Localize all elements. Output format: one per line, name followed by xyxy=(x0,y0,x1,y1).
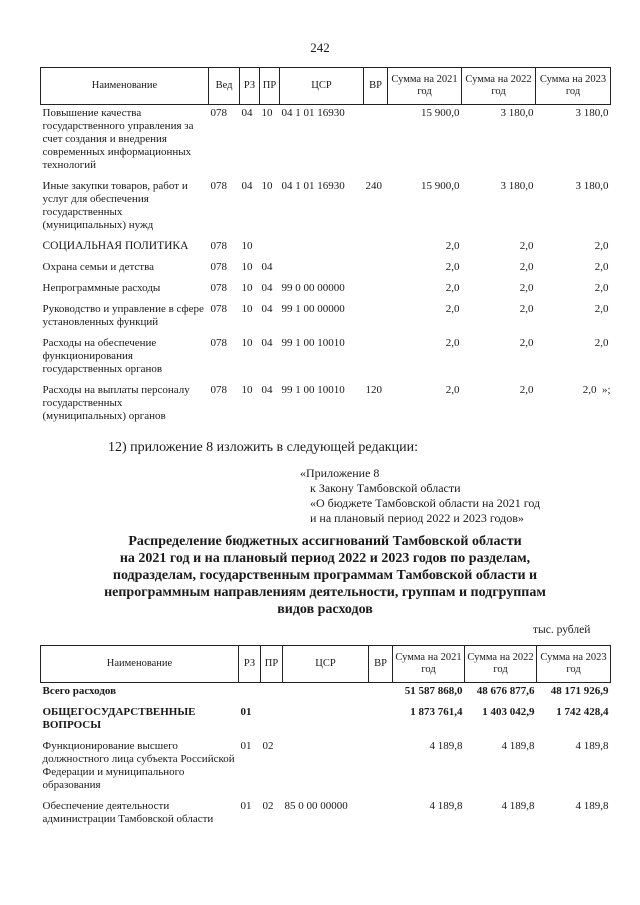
row-name: Всего расходов xyxy=(42,685,117,697)
row-vr xyxy=(369,704,393,738)
row-sum-2021: 51 587 868,0 xyxy=(404,685,463,697)
row-vr xyxy=(364,105,388,179)
row-pr: 02 xyxy=(262,800,274,812)
row-name: Повышение качества государственного управления за счет создания и внедрения современных информационных технологий xyxy=(42,107,194,171)
row-vr xyxy=(369,798,393,832)
col-header-rz: РЗ xyxy=(239,646,261,683)
row-pr: 04 xyxy=(261,337,273,349)
row-name: Функционирование высшего должностного лица субъекта Российской Федерации и муниципального образования xyxy=(42,740,235,791)
title-line: непрограммным направлениям деятельности, группам и подгруппам xyxy=(104,585,546,600)
table-row xyxy=(41,105,611,179)
annex-line-4: и на плановый период 2022 и 2023 годов» xyxy=(310,511,524,525)
row-ved: 078 xyxy=(210,303,227,315)
annex-line-2: к Закону Тамбовской области xyxy=(310,481,461,495)
row-sum-2021: 2,0 xyxy=(445,240,460,252)
row-csr: 04 1 01 16930 xyxy=(281,107,345,119)
title-line: видов расходов xyxy=(277,602,373,617)
row-vr: 240 xyxy=(365,180,382,192)
col-header-rz: РЗ xyxy=(240,68,260,105)
row-sum-2023: 1 742 428,4 xyxy=(556,706,609,718)
col-header-pr: ПР xyxy=(261,646,283,683)
row-name: Обеспечение деятельности администрации Тамбовской области xyxy=(42,800,214,825)
row-csr: 99 0 00 00000 xyxy=(281,282,345,294)
closing-quote: »; xyxy=(601,384,611,396)
row-rz: 01 xyxy=(240,800,252,812)
annex-line-3: «О бюджете Тамбовской области на 2021 год xyxy=(310,496,541,510)
table-row xyxy=(41,798,611,832)
row-sum-2023: 2,0 xyxy=(594,337,609,349)
table-row xyxy=(41,738,611,798)
row-pr: 04 xyxy=(261,384,273,396)
row-vr xyxy=(364,238,388,259)
col-header-sum-2023: Сумма на 2023 год xyxy=(536,68,611,105)
units-label: тыс. рублей xyxy=(533,624,591,636)
row-csr: 99 1 00 00000 xyxy=(281,303,345,315)
row-csr: 04 1 01 16930 xyxy=(281,180,345,192)
row-csr: 99 1 00 10010 xyxy=(281,384,345,396)
col-header-sum-2021: Сумма на 2021 год xyxy=(393,646,465,683)
col-header-name: Наименование xyxy=(41,646,239,683)
annex-line-1: «Приложение 8 xyxy=(300,466,380,480)
col-header-sum-2022: Сумма на 2022 год xyxy=(465,646,537,683)
row-sum-2021: 15 900,0 xyxy=(421,180,460,192)
row-sum-2023: 48 171 926,9 xyxy=(550,685,609,697)
row-pr: 10 xyxy=(261,107,273,119)
row-ved: 078 xyxy=(210,282,227,294)
row-sum-2022: 48 676 877,6 xyxy=(476,685,535,697)
table-row xyxy=(41,178,611,238)
row-csr xyxy=(283,738,369,798)
row-ved: 078 xyxy=(210,240,227,252)
row-pr xyxy=(261,704,283,738)
row-name: Расходы на обеспечение функционирования государственных органов xyxy=(42,337,163,375)
budget-table-1 xyxy=(40,67,611,429)
page-number: 242 xyxy=(310,40,330,55)
row-sum-2022: 1 403 042,9 xyxy=(482,706,535,718)
row-sum-2022: 2,0 xyxy=(519,240,534,252)
title-line: на 2021 год и на плановый период 2022 и 2023 годов по разделам, xyxy=(119,551,531,566)
table-row xyxy=(41,683,611,705)
row-pr xyxy=(260,238,280,259)
table-row xyxy=(41,280,611,301)
row-rz: 04 xyxy=(241,180,253,192)
row-name: Иные закупки товаров, работ и услуг для обеспечения государственных (муниципальных) нужд xyxy=(42,180,188,231)
row-vr xyxy=(364,259,388,280)
row-sum-2023: 4 189,8 xyxy=(575,800,609,812)
col-header-csr: ЦСР xyxy=(280,68,364,105)
title-line: подразделам, государственным программам Тамбовской области и xyxy=(112,568,538,583)
row-ved: 078 xyxy=(210,384,227,396)
table-2-header-row xyxy=(41,646,611,683)
row-pr: 10 xyxy=(261,180,273,192)
document-title xyxy=(60,533,590,618)
row-sum-2023: 2,0 »; xyxy=(582,384,611,396)
row-pr: 02 xyxy=(262,740,274,752)
row-vr xyxy=(364,280,388,301)
col-header-sum-2022: Сумма на 2022 год xyxy=(462,68,536,105)
row-sum-2023: 2,0 xyxy=(594,261,609,273)
row-sum-2023: 3 180,0 xyxy=(575,180,609,192)
row-name: Расходы на выплаты персоналу государственных (муниципальных) органов xyxy=(42,384,190,422)
row-vr xyxy=(364,301,388,335)
row-sum-2023: 2,0 xyxy=(594,240,609,252)
table-row xyxy=(41,301,611,335)
row-rz: 10 xyxy=(241,240,253,252)
row-sum-2022: 2,0 xyxy=(519,337,534,349)
row-csr: 85 0 00 00000 xyxy=(284,800,348,812)
col-header-ved: Вед xyxy=(209,68,240,105)
row-rz: 10 xyxy=(241,261,253,273)
row-vr xyxy=(369,683,393,705)
row-pr: 04 xyxy=(261,261,273,273)
row-sum-2021: 2,0 xyxy=(445,282,460,294)
row-csr xyxy=(280,259,364,280)
row-rz xyxy=(239,683,261,705)
row-vr xyxy=(369,738,393,798)
row-sum-2023: 4 189,8 xyxy=(575,740,609,752)
row-csr: 99 1 00 10010 xyxy=(281,337,345,349)
row-sum-2021: 2,0 xyxy=(445,261,460,273)
row-rz: 01 xyxy=(240,740,252,752)
row-pr xyxy=(261,683,283,705)
row-sum-2023: 2,0 xyxy=(594,282,609,294)
row-name: Руководство и управление в сфере установленных функций xyxy=(42,303,204,328)
row-pr: 04 xyxy=(261,282,273,294)
row-csr xyxy=(280,238,364,259)
row-sum-2021: 15 900,0 xyxy=(421,107,460,119)
row-ved: 078 xyxy=(210,261,227,273)
row-rz: 10 xyxy=(241,303,253,315)
row-rz: 01 xyxy=(240,706,252,718)
row-csr xyxy=(283,683,369,705)
row-sum-2023: 3 180,0 xyxy=(575,107,609,119)
title-line: Распределение бюджетных ассигнований Тамбовской области xyxy=(128,534,522,549)
row-ved: 078 xyxy=(210,107,227,119)
row-sum-2022: 2,0 xyxy=(519,384,534,396)
row-sum-2022: 4 189,8 xyxy=(501,800,535,812)
intro-text: 12) приложение 8 изложить в следующей редакции: xyxy=(108,440,418,455)
row-rz: 04 xyxy=(241,107,253,119)
row-rz: 10 xyxy=(241,337,253,349)
table-row xyxy=(41,238,611,259)
col-header-csr: ЦСР xyxy=(283,646,369,683)
row-sum-2022: 2,0 xyxy=(519,303,534,315)
row-sum-2022: 2,0 xyxy=(519,282,534,294)
row-vr: 120 xyxy=(365,384,382,396)
col-header-vr: ВР xyxy=(364,68,388,105)
row-sum-2021: 4 189,8 xyxy=(429,740,463,752)
row-ved: 078 xyxy=(210,180,227,192)
col-header-vr: ВР xyxy=(369,646,393,683)
row-name: Охрана семьи и детства xyxy=(42,261,155,273)
col-header-pr: ПР xyxy=(260,68,280,105)
col-header-sum-2023: Сумма на 2023 год xyxy=(537,646,611,683)
col-header-name: Наименование xyxy=(41,68,209,105)
row-vr xyxy=(364,335,388,382)
row-rz: 10 xyxy=(241,282,253,294)
row-sum-2021: 2,0 xyxy=(445,384,460,396)
row-sum-2023: 2,0 xyxy=(594,303,609,315)
row-sum-2021: 2,0 xyxy=(445,337,460,349)
row-sum-2021: 2,0 xyxy=(445,303,460,315)
row-sum-2022: 2,0 xyxy=(519,261,534,273)
table-row xyxy=(41,259,611,280)
row-pr: 04 xyxy=(261,303,273,315)
row-rz: 10 xyxy=(241,384,253,396)
budget-table-2 xyxy=(40,645,611,832)
table-row xyxy=(41,335,611,382)
table-1-header-row xyxy=(41,68,611,105)
row-sum-2022: 3 180,0 xyxy=(500,107,534,119)
row-ved: 078 xyxy=(210,337,227,349)
row-sum-2022: 3 180,0 xyxy=(500,180,534,192)
table-row xyxy=(41,382,611,429)
row-sum-2021: 4 189,8 xyxy=(429,800,463,812)
row-sum-2022: 4 189,8 xyxy=(501,740,535,752)
row-csr xyxy=(283,704,369,738)
row-sum-2021: 1 873 761,4 xyxy=(410,706,463,718)
row-name: СОЦИАЛЬНАЯ ПОЛИТИКА xyxy=(42,240,189,252)
col-header-sum-2021: Сумма на 2021 год xyxy=(388,68,462,105)
row-name: Непрограммные расходы xyxy=(42,282,161,294)
row-name: ОБЩЕГОСУДАРСТВЕННЫЕ ВОПРОСЫ xyxy=(42,706,196,731)
table-row xyxy=(41,704,611,738)
